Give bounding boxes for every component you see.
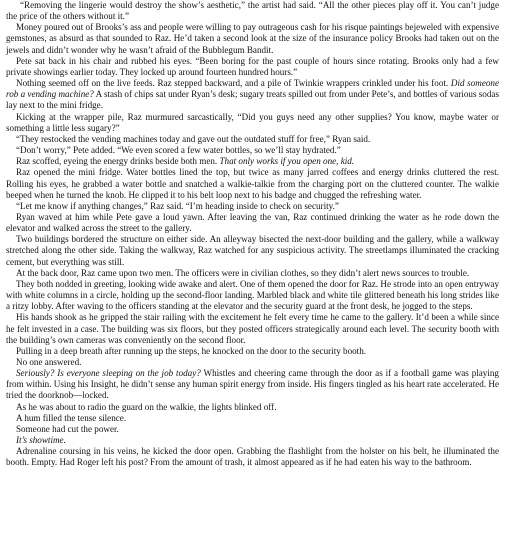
- text-run: As he was about to radio the guard on the walkie, the lights blinked off.: [16, 401, 277, 412]
- paragraph: [6, 145, 499, 156]
- paragraph: [6, 413, 499, 424]
- italic-text: That only works if you open one, kid.: [219, 156, 355, 167]
- text-run: Raz opened the mini fridge. Water bottles lined the top, but twice as many jarred coffees and energy drinks cluttered the rest. Rolling his eyes, he grabbed a water bottle and snatched a walkie-talkie from the charging port on the cluttered counter. The walkie beeped when he turned the knob. He clipped it to his belt loop next to his badge and chugged the refreshing water.: [6, 167, 499, 200]
- text-run: “Removing the lingerie would destroy the show’s aesthetic,” the artist had said. “All the other pieces play off it. You can’t judge the price of the others without it.”: [6, 0, 499, 22]
- paragraph: [6, 234, 499, 267]
- paragraph: [6, 167, 499, 200]
- paragraph: [6, 212, 499, 234]
- text-run: No one answered.: [16, 357, 82, 367]
- text-run: A stash of chips sat under Ryan’s desk; sugary treats spilled out from under Pete’s, and bottles of various sodas lay next to the mini fridge.: [6, 89, 499, 111]
- paragraph: [6, 78, 499, 111]
- paragraph: [6, 56, 499, 78]
- text-run: His hands shook as he gripped the stair railing with the excitement he felt every time he came to the gallery. It’d been a while since he felt invested in a case. The building was six floors, but they posted officers strategically around each level. The security booth with the building’s own cameras was conveniently on the second floor.: [6, 312, 499, 345]
- paragraph: [6, 112, 499, 134]
- text-run: Pete sat back in his chair and rubbed his eyes. “Been boring for the past couple of hours since rotating. Brooks only had a few private showings earlier today. They locked up around fourteen hundred hours.”: [6, 55, 499, 77]
- paragraph: [6, 346, 499, 357]
- text-run: Two buildings bordered the structure on either side. An alleyway bisected the next-door building and the gallery, while a walkway stretched along the other side. Taking the walkway, Raz watched for any suspicious activity. The streetlamps illuminated the cracking cement, but everything was still.: [6, 234, 499, 267]
- text-run: Kicking at the wrapper pile, Raz murmured sarcastically, “Did you guys need any other supplies? You know, maybe water or something a little less sugary?”: [6, 111, 499, 133]
- text-run: Nothing seemed off on the live feeds. Raz stepped backward, and a pile of Twinkie wrappers crinkled under his foot.: [16, 78, 451, 89]
- text-run: At the back door, Raz came upon two men. The officers were in civilian clothes, so they didn’t alert news sources to trouble.: [16, 267, 470, 278]
- text-run: Money poured out of Brooks’s ass and people were willing to pay outrageous cash for his risque paintings bejeweled with expensive gemstones, as absurd as that sounded to Raz. He’d taken a second look at the size of the insurance policy Brooks had taken out on the jewels and didn’t wonder why he wasn’t afraid of the Bubblegum Bandit.: [6, 22, 499, 55]
- paragraph: [6, 0, 499, 22]
- paragraph: [6, 312, 499, 345]
- paragraph: [6, 402, 499, 413]
- text-run: “Don’t worry,” Pete added. “We even scored a few water bottles, so we’ll stay hydrated.”: [16, 145, 341, 156]
- paragraph: [6, 424, 499, 435]
- paragraph: [6, 368, 499, 401]
- paragraph: [6, 156, 499, 167]
- text-run: Raz scoffed, eyeing the energy drinks beside both men.: [16, 156, 220, 167]
- paragraph: [6, 134, 499, 145]
- text-run: Whistles and cheering came through the door as if a football game was playing from within. Using his Insight, he didn’t sense any human spirit energy from inside. His fingers tingled as his heart rate accelerated. He tried the doorknob—locked.: [6, 368, 499, 401]
- text-run: Someone had cut the power.: [16, 423, 119, 434]
- paragraph: [6, 446, 499, 468]
- italic-text: It’s showtime.: [16, 435, 66, 446]
- text-run: “They restocked the vending machines today and gave out the outdated stuff for free,” Ryan said.: [16, 133, 371, 144]
- paragraph: [6, 435, 499, 446]
- paragraph: [6, 268, 499, 279]
- paragraph: [6, 357, 499, 368]
- italic-text: Did someone rob a vending machine?: [6, 78, 499, 100]
- paragraph: [6, 22, 499, 55]
- text-run: Ryan waved at him while Pete gave a loud yawn. After leaving the van, Raz continued drinking the water as he rode down the elevator and walked across the street to the gallery.: [6, 211, 499, 234]
- paragraph: [6, 201, 499, 212]
- text-run: Pulling in a deep breath after running up the steps, he knocked on the door to the security booth.: [16, 345, 367, 356]
- text-run: A hum filled the tense silence.: [16, 412, 127, 423]
- text-run: “Let me know if anything changes,” Raz said. “I’m heading inside to check on security.”: [16, 200, 339, 211]
- paragraph: [6, 279, 499, 312]
- italic-text: Seriously? Is everyone sleeping on the job today?: [16, 368, 201, 379]
- text-run: Adrenaline coursing in his veins, he kicked the door open. Grabbing the flashlight from the holster on his belt, he illuminated the booth. Empty. Had Roger left his post? From the amount of trash, it almost appeared as if he had eaten his way to the bathroom.: [6, 446, 499, 468]
- text-run: They both nodded in greeting, looking wide awake and alert. One of them opened the door for Raz. He strode into an open entryway with white columns in a circle, holding up the second-floor landing. Marbled black and white tile glittered beneath his long strides like a ritzy lobby. After waving to the officers standing at the elevator and the security guard at the front desk, he jogged to the steps.: [6, 278, 499, 312]
